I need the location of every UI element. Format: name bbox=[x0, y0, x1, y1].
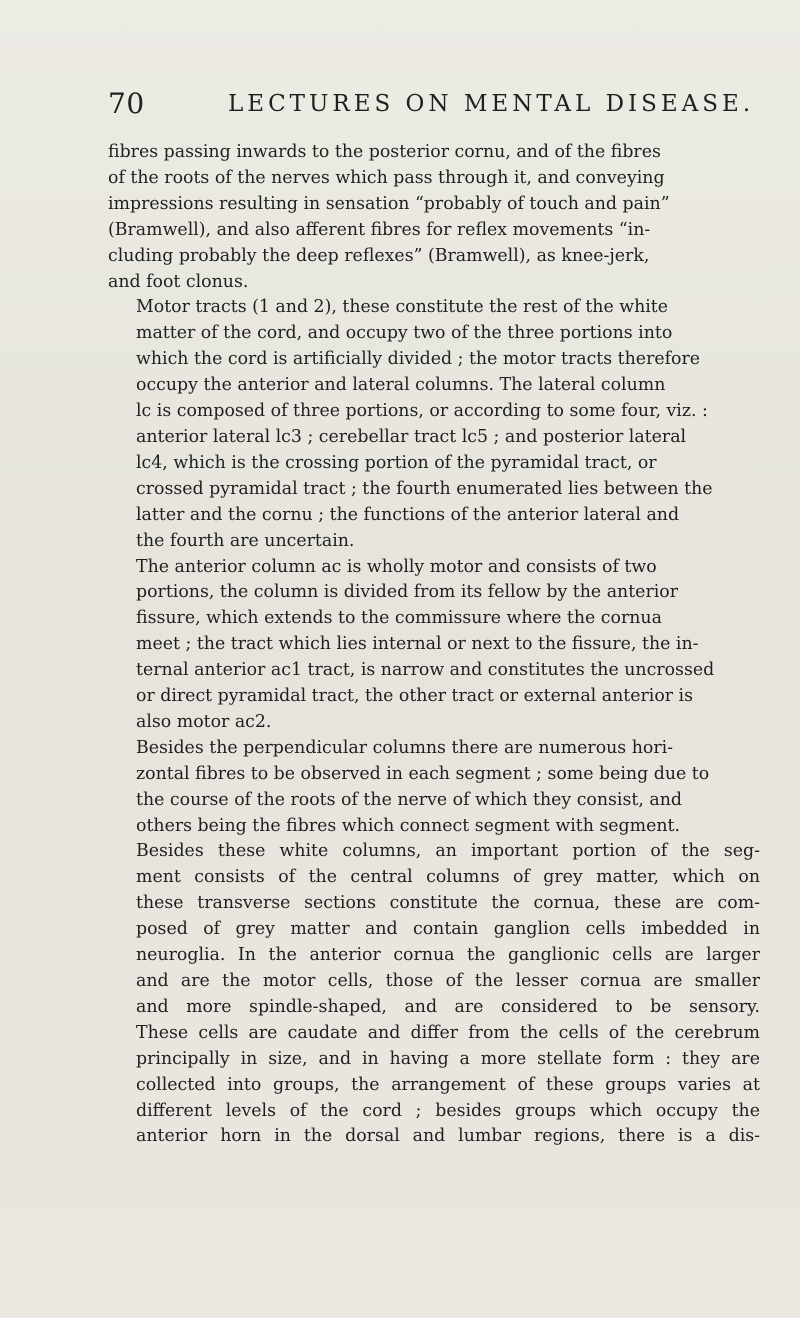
text-line: and foot clonus. bbox=[108, 271, 249, 292]
text-line: cluding probably the deep reflexes” (Bramwell), as knee-jerk, bbox=[108, 245, 650, 266]
text-line: of the roots of the nerves which pass through it, and conveying bbox=[108, 167, 665, 188]
text-line: fibres passing inwards to the posterior cornu, and of the fibres bbox=[108, 142, 661, 162]
paragraph-2 bbox=[108, 295, 760, 554]
text-line: or direct pyramidal tract, the other tract or external anterior is bbox=[136, 686, 694, 707]
text-line: ternal anterior ac1 tract, is narrow and constitutes the uncrossed bbox=[136, 660, 715, 681]
paragraph-4 bbox=[108, 736, 760, 840]
text-line: anterior lateral lc3 ; cerebellar tract lc5 ; and posterior lateral bbox=[136, 426, 687, 447]
text-line: lc4, which is the crossing portion of the pyramidal tract, or bbox=[136, 452, 657, 473]
paragraph-3 bbox=[108, 555, 760, 736]
text-line: anterior horn in the dorsal and lumbar regions, there is a dis- bbox=[136, 1126, 760, 1147]
text-line: posed of grey matter and contain ganglion cells imbedded in bbox=[136, 919, 760, 940]
text-line: crossed pyramidal tract ; the fourth enumerated lies between the bbox=[136, 478, 713, 499]
text-line: and more spindle-shaped, and are considered to be sensory. bbox=[136, 996, 760, 1017]
text-line: lc is composed of three portions, or according to some four, viz. : bbox=[136, 401, 708, 422]
text-line: Motor tracts (1 and 2), these constitute the rest of the white bbox=[136, 297, 669, 318]
text-line: meet ; the tract which lies internal or next to the fissure, the in- bbox=[136, 634, 699, 655]
text-line: The anterior column ac is wholly motor and consists of two bbox=[136, 556, 657, 577]
text-line: Besides the perpendicular columns there are numerous hori- bbox=[136, 737, 674, 758]
paragraph-5 bbox=[108, 839, 760, 1150]
running-title: LECTURES ON MENTAL DISEASE. bbox=[228, 91, 755, 117]
text-line: ment consists of the central columns of grey matter, which on bbox=[136, 867, 760, 888]
text-line: and are the motor cells, those of the lesser cornua are smaller bbox=[136, 971, 760, 991]
text-line: the fourth are uncertain. bbox=[136, 530, 355, 551]
text-line: latter and the cornu ; the functions of the anterior lateral and bbox=[136, 504, 680, 525]
text-line: Besides these white columns, an important portion of the seg- bbox=[136, 841, 760, 862]
text-line: principally in size, and in having a more stellate form : they are bbox=[136, 1048, 760, 1069]
text-line: fissure, which extends to the commissure where the cornua bbox=[136, 608, 662, 629]
text-line: occupy the anterior and lateral columns. The lateral column bbox=[136, 375, 666, 396]
text-line: impressions resulting in sensation “probably of touch and pain” bbox=[108, 193, 670, 214]
text-line: (Bramwell), and also afferent fibres for reflex movements “in- bbox=[108, 219, 651, 240]
page-number: 70 bbox=[108, 87, 145, 120]
text-line: others being the fibres which connect segment with segment. bbox=[136, 815, 681, 836]
text-line: neuroglia. In the anterior cornua the ganglionic cells are larger bbox=[136, 945, 760, 966]
text-line: which the cord is artificially divided ; the motor tracts therefore bbox=[136, 349, 701, 370]
page-header bbox=[108, 84, 755, 124]
text-line: collected into groups, the arrangement of these groups varies at bbox=[136, 1074, 760, 1095]
text-line: also motor ac2. bbox=[136, 711, 272, 732]
text-line: matter of the cord, and occupy two of the three portions into bbox=[136, 323, 673, 344]
text-line: portions, the column is divided from its fellow by the anterior bbox=[136, 582, 679, 603]
text-line: these transverse sections constitute the cornua, these are com- bbox=[136, 893, 760, 914]
text-line: These cells are caudate and differ from the cells of the cerebrum bbox=[136, 1022, 760, 1043]
text-line: different levels of the cord ; besides groups which occupy the bbox=[136, 1100, 760, 1121]
text-line: the course of the roots of the nerve of which they consist, and bbox=[136, 789, 682, 810]
paragraph-1 bbox=[108, 140, 760, 295]
body-text bbox=[108, 140, 760, 1150]
text-line: zontal fibres to be observed in each segment ; some being due to bbox=[136, 763, 710, 784]
